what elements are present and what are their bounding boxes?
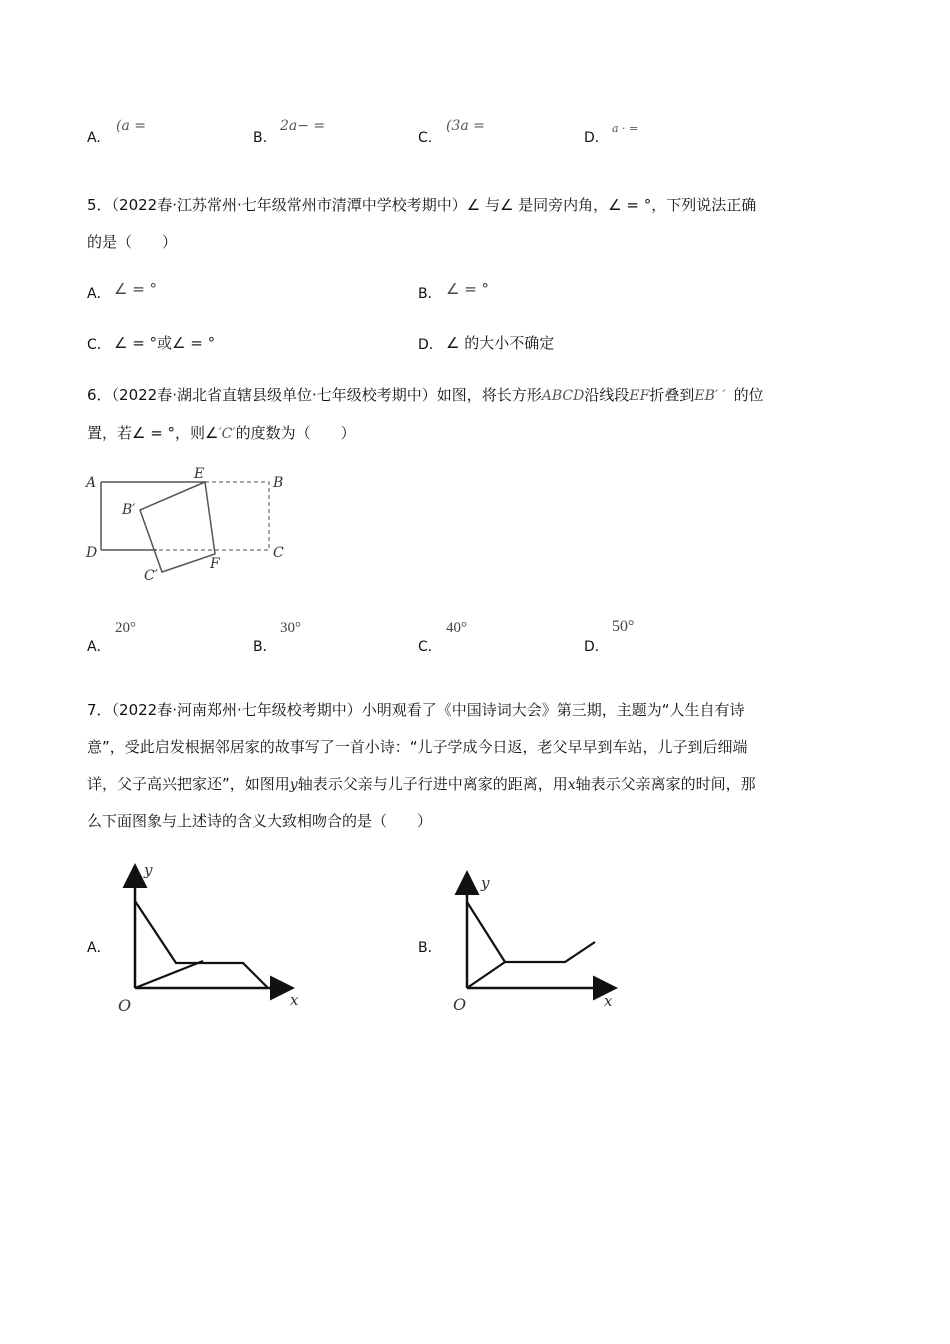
q6-option-a-value: 20° <box>115 620 136 636</box>
q7-stem-part-b: 轴表示父亲与儿子行进中离家的距离，用 <box>297 775 568 793</box>
q7b-son-line <box>467 962 505 988</box>
q5-stem-line2: 的是（ ） <box>87 233 178 251</box>
q6-option-d-label[interactable]: D． <box>584 639 609 655</box>
q5-option-c-text: ∠ = °或∠ = ° <box>114 334 216 352</box>
q4-option-a-math: (a = <box>116 118 146 134</box>
q6-label-c: C <box>273 545 284 561</box>
q7-stem-part-a: 详，父子高兴把家还”，如图用 <box>87 775 290 793</box>
q4-option-d-label[interactable]: D. <box>584 130 600 146</box>
q4-option-a-label[interactable]: A. <box>87 130 101 146</box>
q4-option-c-label[interactable]: C. <box>418 130 433 146</box>
q6-stem-part-d: 的位 <box>733 386 764 404</box>
q5-stem-line1: 5．（2022春·江苏常州·七年级常州市清潭中学校考期中）∠ 与∠ 是同旁内角，∠ = °，下列说法正确 <box>87 196 757 214</box>
q7-stem-line3 <box>87 773 756 794</box>
q6-label-d: D <box>86 545 98 561</box>
q6-label-f: F <box>210 556 220 572</box>
q4-option-d-math: a · = <box>612 122 639 135</box>
q6-stem-part-a: 6．（2022春·湖北省直辖县级单位·七年级校考期中）如图，将长方形 <box>87 386 542 404</box>
q6-math-c: ′C′ <box>218 426 236 442</box>
q5-option-c-label[interactable]: C． <box>87 337 111 353</box>
q7b-origin-label: O <box>453 995 467 1014</box>
q7-option-b-label[interactable]: B． <box>418 940 442 956</box>
q5-option-b-label[interactable]: B． <box>418 286 442 302</box>
q6-option-d-value: 50° <box>612 618 635 635</box>
q6-option-b-label[interactable]: B． <box>253 639 277 655</box>
q6-option-b-value: 30° <box>280 620 301 636</box>
q7-option-a-graph <box>108 853 318 1023</box>
q5-option-d-label[interactable]: D． <box>418 337 443 353</box>
q6-math-eb: EB′ ′ <box>694 388 726 404</box>
q7a-y-label: y <box>144 861 153 879</box>
q7b-father-line <box>467 902 595 962</box>
q6-stem-part-c: 折叠到 <box>649 386 695 404</box>
q7-stem-line1: 7．（2022春·河南郑州·七年级校考期中）小明观看了《中国诗词大会》第三期，主题为“人生自有诗 <box>87 701 745 719</box>
q4-option-c-math: (3a = <box>446 118 485 134</box>
q6-math-ef: EF <box>629 388 650 404</box>
q6-option-a-label[interactable]: A． <box>87 639 111 655</box>
q6-label-e: E <box>194 466 205 482</box>
q6-option-c-label[interactable]: C． <box>418 639 442 655</box>
q6-label-b-prime: B′ <box>122 502 136 518</box>
q7-math-x: x <box>567 777 576 793</box>
q7b-y-label: y <box>481 874 490 892</box>
q7-stem-line4: 么下面图象与上述诗的含义大致相吻合的是（ ） <box>87 812 433 830</box>
q5-option-d-text: ∠ 的大小不确定 <box>446 334 555 352</box>
q6-stem-line1 <box>87 384 764 405</box>
q7-option-a-label[interactable]: A． <box>87 940 111 956</box>
q7-stem-part-c: 轴表示父亲离家的时间，那 <box>575 775 756 793</box>
q6-math-abcd: ABCD <box>541 388 585 404</box>
q6-stem-line2 <box>87 422 356 443</box>
q5-option-a-text: ∠ = ° <box>114 280 158 298</box>
q7a-origin-label: O <box>118 996 132 1015</box>
q7a-x-label: x <box>290 991 299 1009</box>
q4-option-b-label[interactable]: B. <box>253 130 268 146</box>
q6-label-c-prime: C′ <box>144 568 158 584</box>
q7a-son-line <box>135 961 203 988</box>
q6-stem-part-e: 置，若∠ = °，则∠ <box>87 424 219 442</box>
q6-label-b: B <box>273 475 284 491</box>
q7b-x-label: x <box>604 992 613 1010</box>
q7-option-b-graph <box>440 860 640 1022</box>
q7a-father-line <box>135 901 268 988</box>
q6-stem-part-b: 沿线段 <box>584 386 630 404</box>
q7-stem-line2: 意”，受此启发根据邻居家的故事写了一首小诗：“儿子学成今日返，老父早早到车站，儿子到后细端 <box>87 738 748 756</box>
q4-option-b-math: 2a− = <box>280 118 326 134</box>
q6-stem-part-f: 的度数为（ ） <box>235 424 356 442</box>
q5-option-b-text: ∠ = ° <box>446 280 490 298</box>
q6-option-c-value: 40° <box>446 620 467 636</box>
q7-math-y: y <box>289 777 298 793</box>
q6-label-a: A <box>86 475 97 491</box>
q5-option-a-label[interactable]: A． <box>87 286 111 302</box>
q6-figure-folded-rectangle <box>80 462 310 592</box>
q6-folded-shape <box>140 482 215 572</box>
